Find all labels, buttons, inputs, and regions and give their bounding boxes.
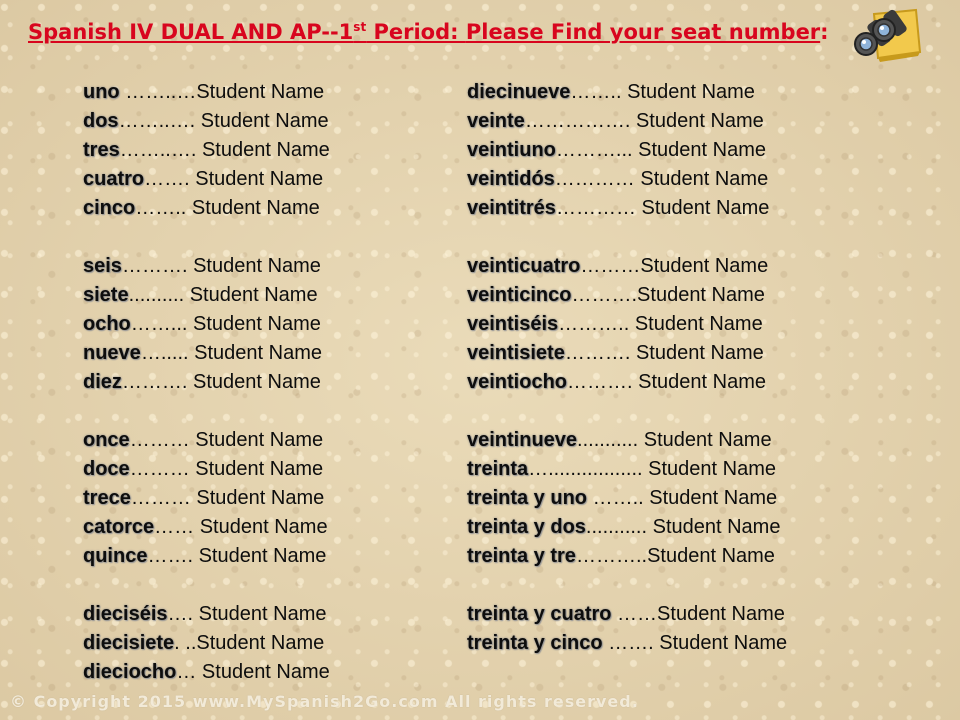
leader-dots: …….. xyxy=(570,81,628,103)
seat-number-word: diecisiete xyxy=(83,632,175,654)
seat-row xyxy=(467,165,787,194)
seat-number-word: seis xyxy=(83,255,122,277)
leader-dots: …................. xyxy=(528,458,649,480)
leader-dots: ……..… xyxy=(119,81,197,103)
student-name: Student Name xyxy=(195,429,324,451)
seat-row xyxy=(83,165,330,194)
seat-row xyxy=(83,78,330,107)
leader-dots: ………. xyxy=(564,342,636,364)
seat-number-word: catorce xyxy=(83,516,155,538)
seat-row xyxy=(467,136,787,165)
seat-row xyxy=(467,368,787,397)
student-name: Student Name xyxy=(635,342,764,364)
student-name: Student Name xyxy=(649,487,778,509)
leader-dots: …. xyxy=(167,603,199,625)
seat-number-word: dieciocho xyxy=(83,661,177,683)
leader-dots: …… xyxy=(154,516,200,538)
student-name: Student Name xyxy=(638,139,766,161)
seat-number-word: quince xyxy=(83,545,148,567)
student-name: Student Name xyxy=(647,545,775,567)
student-name: Student Name xyxy=(191,197,320,219)
leader-dots: .......... xyxy=(128,284,190,306)
page-title xyxy=(28,20,829,44)
student-name: Student Name xyxy=(637,284,765,306)
seat-row xyxy=(467,252,787,281)
leader-dots: ……. xyxy=(602,632,660,654)
student-name: Student Name xyxy=(194,342,323,364)
student-name: Student Name xyxy=(200,110,329,132)
leader-dots: ………. xyxy=(567,371,639,393)
leader-dots: ………… xyxy=(555,197,642,219)
title-colon: : xyxy=(820,20,829,44)
student-name: Student Name xyxy=(643,429,772,451)
seat-list-left xyxy=(83,78,330,687)
leader-dots: ……….. xyxy=(575,545,648,567)
seat-number-word: veintiuno xyxy=(467,139,556,161)
leader-dots: ………. xyxy=(121,255,194,277)
seat-number-word: treinta y cinco xyxy=(467,632,603,654)
title-period-text: Period: xyxy=(366,20,466,44)
student-name: Student Name xyxy=(657,603,785,625)
seat-number-word: diecinueve xyxy=(467,81,571,103)
seat-number-word: cuatro xyxy=(83,168,145,190)
seat-number-word: ocho xyxy=(83,313,131,335)
leader-dots: ……….. xyxy=(558,313,635,335)
student-name: Student Name xyxy=(201,661,330,683)
seat-row xyxy=(83,310,330,339)
student-name: Student Name xyxy=(193,255,321,277)
seat-number-word: treinta y tre xyxy=(467,545,576,567)
student-name: Student Name xyxy=(198,603,327,625)
seat-number-word: treinta y dos xyxy=(467,516,586,538)
seat-number-word: dieciséis xyxy=(83,603,168,625)
seat-number-word: treinta xyxy=(467,458,529,480)
seat-number-word: veintisiete xyxy=(467,342,565,364)
leader-dots: ………. xyxy=(121,371,194,393)
seat-row xyxy=(467,426,787,455)
seat-row xyxy=(83,455,330,484)
leader-dots: …….. xyxy=(135,197,192,219)
student-name: Student Name xyxy=(196,632,325,654)
student-name: Student Name xyxy=(201,139,330,161)
seat-number-word: trece xyxy=(83,487,131,509)
seat-row xyxy=(467,455,787,484)
seat-number-word: treinta y uno xyxy=(467,487,588,509)
leader-dots: …….. xyxy=(587,487,650,509)
seat-number-word: veintiséis xyxy=(467,313,559,335)
leader-dots: . .. xyxy=(174,632,197,654)
student-name: Student Name xyxy=(640,255,769,277)
seat-row xyxy=(467,78,787,107)
student-name: Student Name xyxy=(641,197,770,219)
seat-number-word: siete xyxy=(83,284,129,306)
leader-dots: ……… xyxy=(580,255,641,277)
leader-dots: ……..…. xyxy=(118,110,201,132)
student-name: Student Name xyxy=(659,632,788,654)
leader-dots: ………... xyxy=(555,139,639,161)
seat-row xyxy=(467,107,787,136)
seat-number-word: diez xyxy=(83,371,122,393)
student-name: Student Name xyxy=(198,545,327,567)
leader-dots: ........... xyxy=(585,516,653,538)
student-name: Student Name xyxy=(640,168,769,190)
student-name: Student Name xyxy=(627,81,755,103)
student-name: Student Name xyxy=(195,458,324,480)
student-name: Student Name xyxy=(193,313,321,335)
seat-row xyxy=(467,629,787,658)
seat-number-word: veinte xyxy=(467,110,525,132)
title-superscript: st xyxy=(353,20,367,34)
copyright-footer: © Copyright 2015 www.MySpanish2Go.com All rights reserved. xyxy=(10,692,639,711)
seat-number-word: veinticinco xyxy=(467,284,572,306)
student-name: Student Name xyxy=(638,371,766,393)
seat-number-word: treinta y cuatro xyxy=(467,603,612,625)
leader-dots: …… xyxy=(611,603,658,625)
seat-row xyxy=(83,629,330,658)
seat-row xyxy=(467,484,787,513)
seat-number-word: veintidós xyxy=(467,168,555,190)
seat-row xyxy=(83,600,330,629)
student-name: Student Name xyxy=(195,168,324,190)
seat-row xyxy=(467,281,787,310)
seat-number-word: veintitrés xyxy=(467,197,556,219)
seat-number-word: veinticuatro xyxy=(467,255,581,277)
leader-dots: ……... xyxy=(130,313,194,335)
leader-dots: ……………. xyxy=(524,110,636,132)
title-text: Spanish IV DUAL AND AP--1 xyxy=(28,20,354,44)
seat-number-word: uno xyxy=(83,81,120,103)
seat-number-word: cinco xyxy=(83,197,136,219)
leader-dots: ........... xyxy=(577,429,644,451)
seat-number-word: once xyxy=(83,429,130,451)
student-name: Student Name xyxy=(196,487,325,509)
leader-dots: ………… xyxy=(554,168,641,190)
student-name: Student Name xyxy=(196,81,325,103)
seat-number-word: dos xyxy=(83,110,119,132)
seat-row xyxy=(83,426,330,455)
student-name: Student Name xyxy=(634,313,763,335)
seat-row xyxy=(467,513,787,542)
seat-number-word: veintiocho xyxy=(467,371,568,393)
student-name: Student Name xyxy=(648,458,777,480)
student-name: Student Name xyxy=(635,110,764,132)
seat-row xyxy=(83,194,330,223)
seat-row xyxy=(83,513,330,542)
seat-row xyxy=(83,136,330,165)
student-name: Student Name xyxy=(189,284,318,306)
seat-row xyxy=(467,194,787,223)
seat-number-word: doce xyxy=(83,458,130,480)
seat-row xyxy=(467,600,787,629)
seat-number-word: veintinueve xyxy=(467,429,578,451)
leader-dots: ……… xyxy=(130,487,197,509)
leader-dots: ……… xyxy=(129,458,196,480)
leader-dots: ……… xyxy=(129,429,196,451)
binoculars-icon xyxy=(852,6,922,68)
seat-row xyxy=(83,281,330,310)
title-instruction-text: Please Find your seat number xyxy=(465,20,821,44)
seat-number-word: nueve xyxy=(83,342,141,364)
seat-number-word: tres xyxy=(83,139,120,161)
leader-dots: … xyxy=(176,661,202,683)
seat-row xyxy=(83,368,330,397)
seat-row xyxy=(83,252,330,281)
seat-list-right xyxy=(467,78,787,658)
seat-row xyxy=(83,542,330,571)
seat-row xyxy=(467,339,787,368)
seat-row xyxy=(83,658,330,687)
seat-row xyxy=(83,484,330,513)
leader-dots: …..... xyxy=(140,342,195,364)
leader-dots: ……. xyxy=(147,545,199,567)
seat-row xyxy=(83,339,330,368)
leader-dots: ……..…. xyxy=(119,139,202,161)
student-name: Student Name xyxy=(652,516,781,538)
leader-dots: ………. xyxy=(571,284,638,306)
leader-dots: ……. xyxy=(144,168,196,190)
student-name: Student Name xyxy=(193,371,321,393)
seat-row xyxy=(467,542,787,571)
seat-row xyxy=(83,107,330,136)
seat-row xyxy=(467,310,787,339)
student-name: Student Name xyxy=(199,516,328,538)
